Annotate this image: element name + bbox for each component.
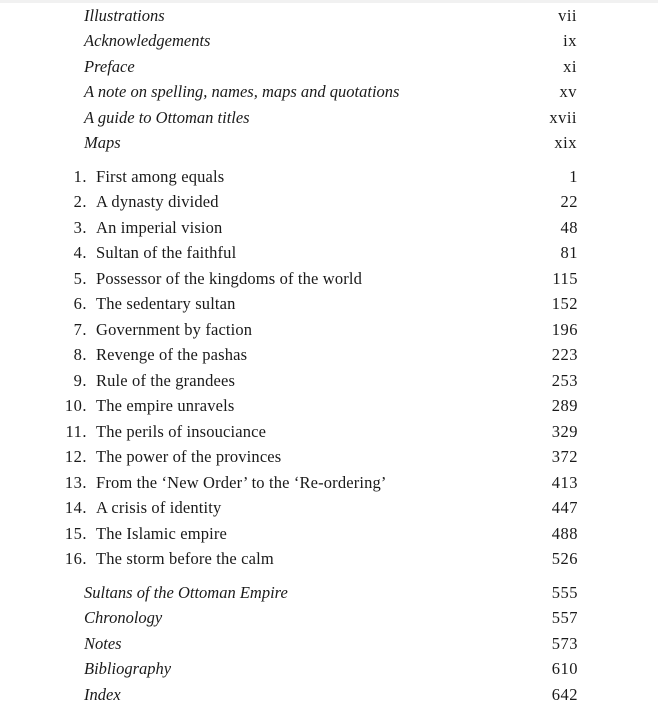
toc-entry-title: Chronology xyxy=(84,608,163,627)
toc-chapter-15[interactable] xyxy=(0,521,658,546)
toc-entry-title: Bibliography xyxy=(84,659,172,678)
toc-back-chronology[interactable] xyxy=(0,605,658,630)
chapter-title: A dynasty divided xyxy=(96,192,219,211)
chapter-page: 413 xyxy=(551,473,578,492)
toc-back-sultans[interactable] xyxy=(0,580,658,605)
toc-front-note-on-spelling[interactable] xyxy=(0,79,658,104)
toc-chapter-5[interactable] xyxy=(0,266,658,291)
toc-chapter-11[interactable] xyxy=(0,419,658,444)
chapter-title: The sedentary sultan xyxy=(96,294,236,313)
chapter-number: 2. xyxy=(73,192,87,211)
chapter-page: 152 xyxy=(551,294,578,313)
chapter-title: Possessor of the kingdoms of the world xyxy=(96,269,363,288)
toc-chapter-8[interactable] xyxy=(0,342,658,367)
chapter-page: 372 xyxy=(551,447,578,466)
toc-entry-title: Acknowledgements xyxy=(84,31,211,50)
toc-entry-page: xi xyxy=(563,57,577,76)
toc-entry-page: xvii xyxy=(549,108,577,127)
chapter-page: 253 xyxy=(551,371,578,390)
chapter-title: First among equals xyxy=(96,167,225,186)
toc-chapter-12[interactable] xyxy=(0,444,658,469)
toc-back-bibliography[interactable] xyxy=(0,656,658,681)
chapter-number: 9. xyxy=(73,371,87,390)
chapter-page: 329 xyxy=(551,422,578,441)
chapter-title: The power of the provinces xyxy=(96,447,282,466)
chapter-number: 1. xyxy=(73,167,87,186)
toc-entry-title: Notes xyxy=(84,634,122,653)
toc-chapter-7[interactable] xyxy=(0,317,658,342)
chapter-page: 223 xyxy=(551,345,578,364)
toc-entry-page: 555 xyxy=(551,583,578,602)
toc-entry-page: 573 xyxy=(551,634,578,653)
chapter-page: 196 xyxy=(551,320,578,339)
chapter-page: 81 xyxy=(560,243,578,262)
chapter-number: 12. xyxy=(64,447,87,466)
toc-front-preface[interactable] xyxy=(0,54,658,79)
toc-chapter-1[interactable] xyxy=(0,164,658,189)
chapter-page: 1 xyxy=(569,167,578,186)
chapter-title: The storm before the calm xyxy=(96,549,274,568)
toc-chapter-13[interactable] xyxy=(0,470,658,495)
chapter-page: 447 xyxy=(551,498,578,517)
chapter-title: From the ‘New Order’ to the ‘Re-ordering’ xyxy=(96,473,387,492)
toc-entry-title: Maps xyxy=(84,133,121,152)
toc-entry-title: A guide to Ottoman titles xyxy=(84,108,250,127)
toc-entry-page: 557 xyxy=(551,608,578,627)
toc-entry-title: Sultans of the Ottoman Empire xyxy=(84,583,288,602)
chapter-number: 11. xyxy=(65,422,87,441)
chapter-title: Government by faction xyxy=(96,320,253,339)
chapter-number: 6. xyxy=(73,294,87,313)
toc-entry-page: xv xyxy=(559,82,577,101)
chapter-title: Sultan of the faithful xyxy=(96,243,237,262)
chapter-page: 488 xyxy=(551,524,578,543)
chapter-page: 289 xyxy=(551,396,578,415)
toc-entry-title: Index xyxy=(84,685,121,704)
toc-entry-page: xix xyxy=(554,133,577,152)
chapter-page: 526 xyxy=(551,549,578,568)
chapter-number: 13. xyxy=(64,473,87,492)
chapter-title: An imperial vision xyxy=(96,218,223,237)
chapter-title: Rule of the grandees xyxy=(96,371,236,390)
toc-entry-page: 642 xyxy=(551,685,578,704)
toc-entry-title: Illustrations xyxy=(84,6,165,25)
chapter-number: 16. xyxy=(64,549,87,568)
toc-front-guide-to-titles[interactable] xyxy=(0,105,658,130)
toc-entry-title: A note on spelling, names, maps and quotations xyxy=(84,82,400,101)
toc-back-index[interactable] xyxy=(0,682,658,707)
chapter-number: 14. xyxy=(64,498,87,517)
chapter-page: 115 xyxy=(552,269,578,288)
chapter-page: 22 xyxy=(560,192,578,211)
toc-chapter-2[interactable] xyxy=(0,189,658,214)
toc-entry-page: 610 xyxy=(551,659,578,678)
toc-chapter-4[interactable] xyxy=(0,240,658,265)
toc-back-notes[interactable] xyxy=(0,631,658,656)
toc-chapter-6[interactable] xyxy=(0,291,658,316)
chapter-number: 4. xyxy=(73,243,87,262)
chapter-number: 3. xyxy=(73,218,87,237)
toc-front-maps[interactable] xyxy=(0,130,658,155)
toc-front-acknowledgements[interactable] xyxy=(0,28,658,53)
toc-entry-title: Preface xyxy=(84,57,135,76)
toc-entry-page: vii xyxy=(558,6,577,25)
chapter-title: A crisis of identity xyxy=(96,498,222,517)
toc-front-illustrations[interactable] xyxy=(0,3,658,28)
chapter-number: 7. xyxy=(73,320,87,339)
toc-chapter-10[interactable] xyxy=(0,393,658,418)
chapter-number: 5. xyxy=(73,269,87,288)
chapter-title: The perils of insouciance xyxy=(96,422,267,441)
chapter-number: 8. xyxy=(73,345,87,364)
chapter-title: Revenge of the pashas xyxy=(96,345,248,364)
toc-entry-page: ix xyxy=(563,31,577,50)
toc-chapter-3[interactable] xyxy=(0,215,658,240)
toc-chapter-16[interactable] xyxy=(0,546,658,571)
chapter-page: 48 xyxy=(560,218,578,237)
toc-chapter-9[interactable] xyxy=(0,368,658,393)
toc-chapter-14[interactable] xyxy=(0,495,658,520)
chapter-number: 10. xyxy=(64,396,87,415)
chapter-title: The empire unravels xyxy=(96,396,235,415)
chapter-number: 15. xyxy=(64,524,87,543)
chapter-title: The Islamic empire xyxy=(96,524,227,543)
